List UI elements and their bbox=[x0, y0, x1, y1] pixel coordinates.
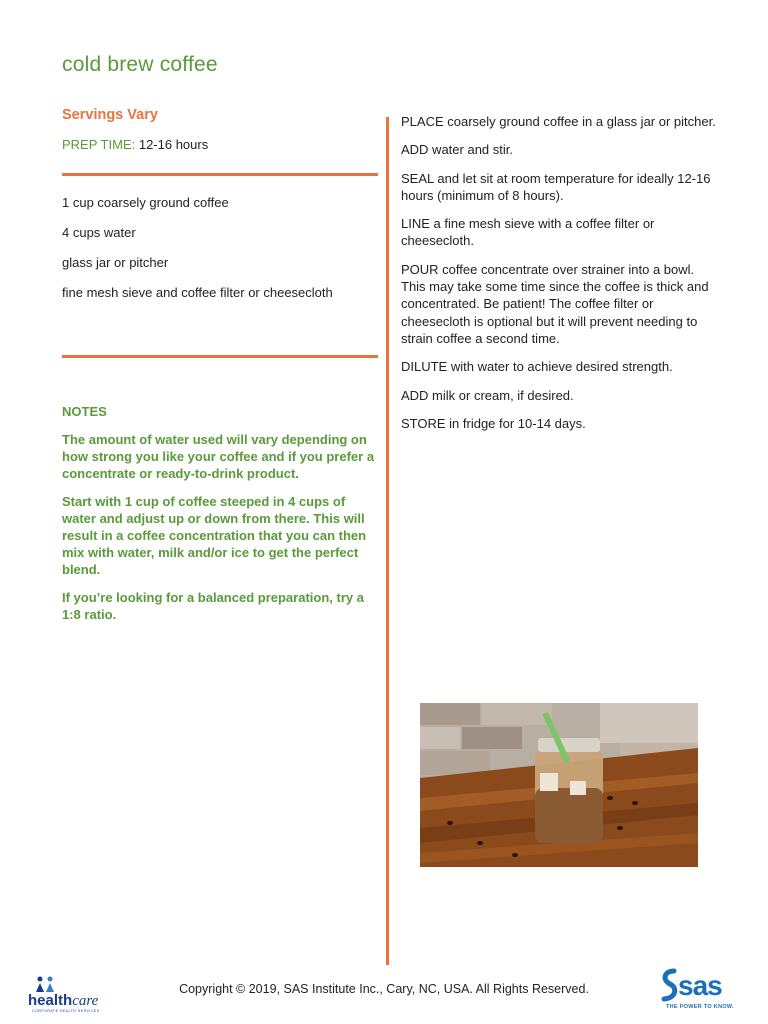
step-item: SEAL and let sit at room temperature for ideally 12-16 hours (minimum of 8 hours). bbox=[401, 170, 711, 203]
healthcare-subtitle: CORPORATE HEALTH SERVICES bbox=[32, 1009, 100, 1013]
divider-top bbox=[62, 173, 378, 176]
ingredient-item: 1 cup coarsely ground coffee bbox=[62, 195, 229, 210]
notes-body bbox=[62, 431, 377, 634]
column-divider bbox=[386, 117, 389, 965]
step-item: PLACE coarsely ground coffee in a glass jar or pitcher. bbox=[401, 114, 716, 129]
sas-tagline: THE POWER TO KNOW. bbox=[666, 1004, 734, 1010]
prep-time bbox=[62, 137, 208, 152]
step-item: STORE in fridge for 10-14 days. bbox=[401, 415, 586, 431]
note-paragraph: Start with 1 cup of coffee steeped in 4 cups of water and adjust up or down from there. This will result in a coffee concentration that you can then mix with water, milk and/or ice to get the perfect blend. bbox=[62, 494, 367, 577]
sas-wordmark: sas bbox=[678, 970, 722, 1001]
ingredient-item: 4 cups water bbox=[62, 225, 136, 240]
step-item: LINE a fine mesh sieve with a coffee filter or cheesecloth. bbox=[401, 216, 655, 249]
servings-label: Servings Vary bbox=[62, 107, 158, 123]
instruction-steps bbox=[401, 113, 721, 443]
step-item: ADD milk or cream, if desired. bbox=[401, 387, 574, 403]
notes-heading: NOTES bbox=[62, 404, 107, 419]
step-item: POUR coffee concentrate over strainer into a bowl. This may take some time since the coffee is thick and concentrated. Be patient! The coffee filter or cheesecloth is optional but it will prevent needing to strain coffee a second time. bbox=[401, 261, 709, 346]
prep-time-value: 12-16 hours bbox=[138, 137, 209, 152]
note-paragraph: If you’re looking for a balanced preparation, try a 1:8 ratio. bbox=[62, 590, 364, 622]
step-item: ADD water and stir. bbox=[401, 142, 513, 158]
note-paragraph: The amount of water used will vary depending on how strong you like your coffee and if you prefer a concentrate or ready-to-drink product. bbox=[62, 432, 375, 481]
ingredient-item: glass jar or pitcher bbox=[62, 255, 169, 270]
cold-brew-photo bbox=[420, 703, 698, 867]
healthcare-wordmark: healthcare bbox=[28, 992, 99, 1009]
recipe-title: cold brew coffee bbox=[62, 53, 218, 76]
sas-logo bbox=[658, 968, 748, 1018]
ingredient-list bbox=[62, 195, 333, 315]
prep-time-label: PREP TIME: bbox=[62, 137, 136, 152]
divider-bottom bbox=[62, 355, 378, 358]
copyright-text: Copyright © 2019, SAS Institute Inc., Cary, NC, USA. All Rights Reserved. bbox=[179, 982, 589, 996]
ingredient-item: fine mesh sieve and coffee filter or cheesecloth bbox=[62, 285, 333, 300]
step-item: DILUTE with water to achieve desired strength. bbox=[401, 359, 673, 375]
